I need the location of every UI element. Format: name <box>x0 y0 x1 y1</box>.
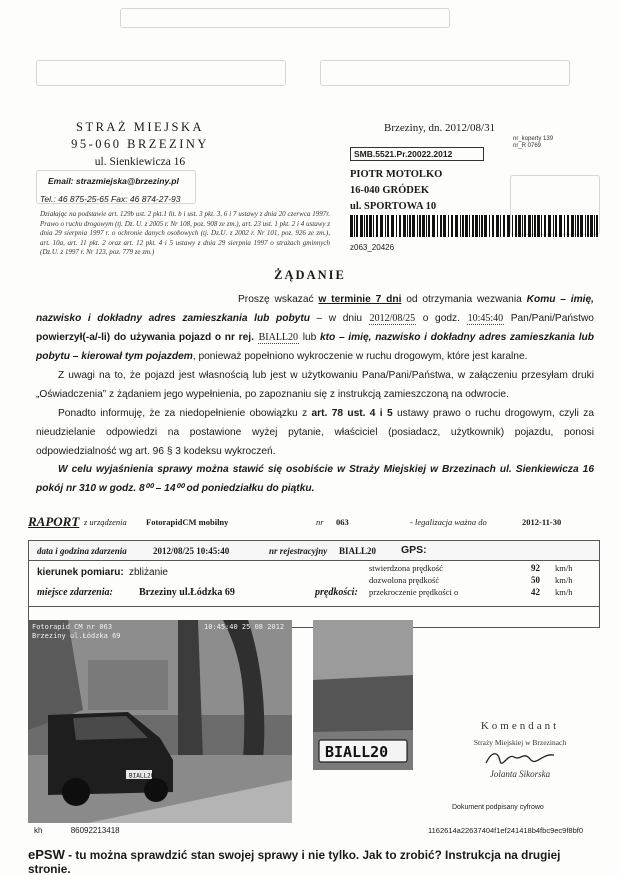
barcode-number: z063_20426 <box>350 243 395 252</box>
p1-text: Proszę wskazać <box>238 294 319 305</box>
speed-measured-label: stwierdzona prędkość <box>369 563 443 573</box>
recipient-street: ul. SPORTOWA 10 <box>350 201 437 212</box>
speed-camera-photo <box>28 620 292 823</box>
regno-value: BIALL20 <box>339 546 377 556</box>
paragraph-request <box>36 290 594 366</box>
p3-text: ustawy prawo o ruchu drogowym, czyli za nieudzielanie odpowiedzi na postawione wyżej pytanie, właściciel (posiadacz, użytkownik) pojazdu, ponosi odpowiedzialność wg art. 96 § 3 kodeksu wykroczeń. <box>36 408 594 457</box>
photo-overlay-time: 10:45:40 25 08 2012 <box>204 623 285 631</box>
photo-plate-text: BIALL20 <box>129 772 155 780</box>
signature-icon <box>480 747 560 769</box>
p1-text: od otrzymania wezwania <box>401 294 527 305</box>
epsw-link[interactable]: ePSW <box>28 847 65 862</box>
speed-measured-unit: km/h <box>555 563 573 573</box>
p1-emphasis: Komu – imię, nazwisko i dokładny adres zamieszkania lub pobytu <box>36 294 595 324</box>
p3-article: art. 78 ust. 4 i 5 <box>311 408 393 419</box>
raport-nr: 063 <box>336 517 349 527</box>
official-stamp <box>440 720 600 779</box>
speed-measured-value: 92 <box>531 563 540 573</box>
place-date: Brzeziny, dn. 2012/08/31 <box>384 122 496 134</box>
epsw-text: - tu można sprawdzić stan swojej sprawy i nie tylko. Jak to zrobić? Instrukcja na drugiej stronie. <box>28 848 561 875</box>
recipient-city: 16-040 GRÓDEK <box>350 185 430 196</box>
envelope-r-number: nr_R 0769 <box>513 143 542 149</box>
envelope-number: nr_koperty 139 <box>513 136 554 142</box>
p3-text: Ponadto informuję, że za niedopełnienie obowiązku z <box>58 408 312 419</box>
digitally-signed-note: Dokument podpisany cyfrowo <box>452 804 544 811</box>
document-hash: 1162614a22637404f1ef241418b4fbc9ec9f8bf0 <box>428 826 584 835</box>
datetime-label: data i godzina zdarzenia <box>37 546 127 556</box>
raport-device-label: z urządzenia <box>84 517 127 527</box>
document-heading: ŻĄDANIE <box>274 268 346 282</box>
speed-allowed-label: dozwolona prędkość <box>369 575 440 585</box>
epsw-info <box>28 847 600 875</box>
speed-allowed-value: 50 <box>531 575 540 585</box>
recipient-address <box>350 167 442 215</box>
speeds-label: prędkości: <box>315 587 358 598</box>
case-number: SMB.5521.Pr.20022.2012 <box>350 147 484 161</box>
p1-emphasis: kto – imię, nazwisko i dokładny adres zamieszkania lub pobytu – kierował tym pojazdem <box>36 332 594 362</box>
stamp-line: Straży Miejskiej w Brzezinach <box>473 738 567 747</box>
raport-legal-label: - legalizacja ważna do <box>410 517 487 527</box>
p1-text: Pan/Pani/Państwo <box>504 313 594 324</box>
raport-device: FotorapidCM mobilny <box>146 517 229 527</box>
kh-number <box>34 826 120 835</box>
photo-overlay-device: Fotorapid CM nr 063 <box>32 623 113 631</box>
plate-number: BIALL20 <box>258 332 299 343</box>
offence-time: 10:45:40 <box>467 313 504 324</box>
stamp-title: Komendant <box>480 720 560 732</box>
sender-email: Email: strazmiejska@brzeziny.pl <box>48 176 179 186</box>
p1-emphasis: powierzył(-a/-li) do używania pojazd o nr rej. <box>36 332 254 343</box>
offence-date: 2012/08/25 <box>369 313 416 324</box>
place-label: miejsce zdarzenia: <box>37 587 113 598</box>
paragraph-liability <box>36 404 594 461</box>
kh-value: 86092213418 <box>70 826 120 835</box>
kh-label: kh <box>34 826 43 835</box>
paragraph-visit-info: W celu wyjaśnienia sprawy można stawić się osobiście w Straży Miejskiej w Brzezinach ul. Sienkiewicza 16 pokój nr 310 w godz. 8⁰⁰ – 14⁰⁰ od poniedziałku do piątku. <box>36 464 594 494</box>
sender-street: ul. Sienkiewicza 16 <box>94 156 186 168</box>
showthrough-box <box>120 8 450 28</box>
datetime-value: 2012/08/25 10:45:40 <box>153 546 230 556</box>
regno-label: nr rejestracyjny <box>269 546 328 556</box>
raport-nr-label: nr <box>316 517 324 527</box>
paragraph-declaration: Z uwagi na to, że pojazd jest własnością lub jest w użytkowaniu Pana/Pani/Państwa, w załączeniu przesyłam druki „Oświadczenia” z żądaniem jego wypełnienia, po zapoznaniu się z instrukcją zamieszczoną na odwrocie. <box>36 370 594 400</box>
gps-label: GPS: <box>401 544 427 556</box>
raport-title: RAPORT <box>28 514 80 529</box>
showthrough-box <box>320 60 570 86</box>
p1-text: , ponieważ popełniono wykroczenie w ruchu drogowym, które jest karalne. <box>192 351 528 362</box>
report-row-details <box>29 561 599 607</box>
p1-deadline: w terminie 7 dni <box>318 294 402 305</box>
sender-city: 95-060 BRZEZINY <box>71 137 209 151</box>
speed-allowed-unit: km/h <box>555 575 573 585</box>
p1-text: lub <box>299 332 320 343</box>
raport-header <box>28 514 600 532</box>
legal-basis: Działając na podstawie art. 129b ust. 2 pkt.1 lit. b i ust. 3 pkt. 3, 6 i 7 ustawy z dnia 20 czerwca 1997r. Prawo o ruchu drogowym (tj. Dz. U. z 2005 r. Nr 108, poz. 908 ze zm.), art. 23 ust. 1 pkt. 2 i 4 ustawy z dnia 29 sierpnia 1997 r. o ochronie danych osobowych (tj. Dz.U. z 2002 r. Nr 101, poz. 926 ze zm.), art. 10a, art. 11 pkt. 2 oraz art. 12 pkt. 4 i 5 ustawy z dnia 29 sierpnia 1997 o strażach gminnych (Dz.U. z 1997 r. Nr 123, poz. 779 ze zm.) <box>40 210 330 256</box>
speed-excess-value: 42 <box>531 587 540 597</box>
sender-phone: Tel.: 46 875-25-65 Fax: 46 874-27-93 <box>40 194 181 204</box>
plate-crop-photo <box>313 620 413 770</box>
p1-text: – w dniu <box>309 313 369 324</box>
showthrough-box <box>36 60 286 86</box>
raport-legal-date: 2012-11-30 <box>522 517 562 527</box>
recipient-name: PIOTR MOTOLKO <box>350 169 443 180</box>
sender-name: STRAŻ MIEJSKA <box>76 120 204 134</box>
place-value: Brzeziny ul.Łódzka 69 <box>139 587 235 598</box>
report-row-datetime <box>29 541 599 561</box>
stamp-name: Jolanta Sikorska <box>489 769 551 779</box>
plate-crop-text: BIALL20 <box>325 743 389 761</box>
report-table <box>28 540 600 628</box>
barcode <box>350 215 600 237</box>
photo-overlay-place: Brzeziny ul.Łódzka 69 <box>32 632 121 640</box>
speed-excess-unit: km/h <box>555 587 573 597</box>
p1-text: o godz. <box>416 313 467 324</box>
direction-value: zbliżanie <box>129 567 168 578</box>
envelope-numbers <box>513 136 553 150</box>
direction-label: kierunek pomiaru: <box>37 567 124 578</box>
speed-excess-label: przekroczenie prędkości o <box>369 587 459 597</box>
